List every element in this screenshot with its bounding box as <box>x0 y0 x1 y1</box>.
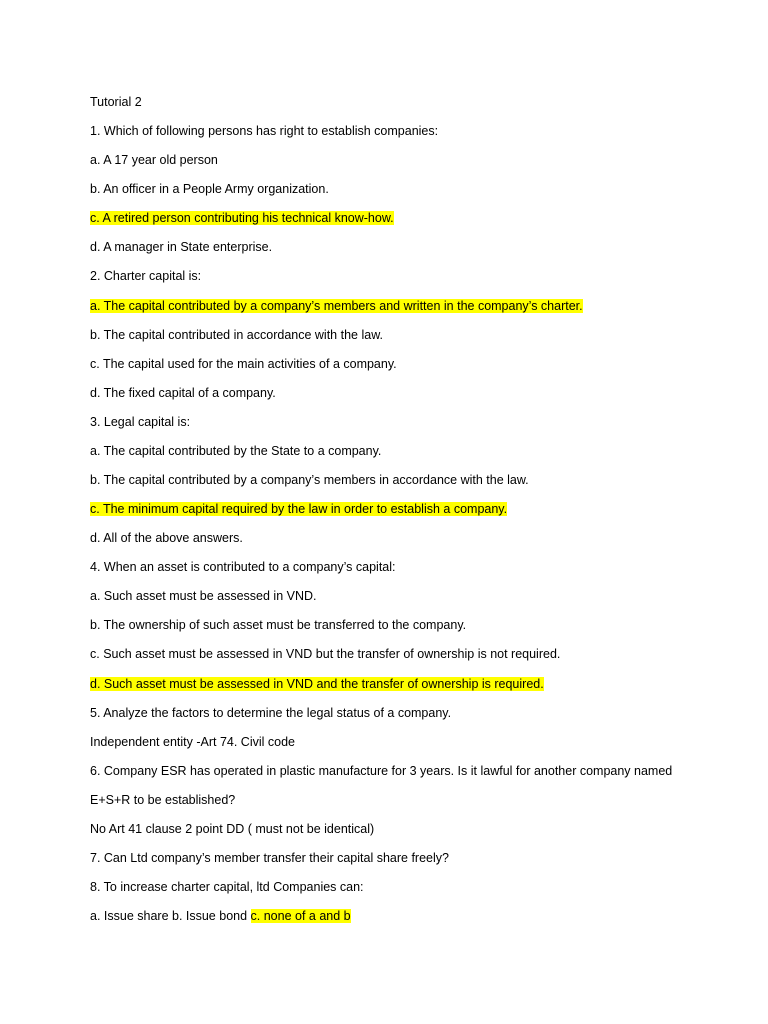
line-text: c. Such asset must be assessed in VND but the transfer of ownership is not required. <box>90 647 561 661</box>
highlighted-answer-line <box>90 210 394 226</box>
line-text: b. The capital contributed by a company’s members in accordance with the law. <box>90 473 529 487</box>
text-line <box>90 268 201 284</box>
line-text: d. All of the above answers. <box>90 531 243 545</box>
line-text: 8. To increase charter capital, ltd Companies can: <box>90 880 364 894</box>
text-line <box>90 850 449 866</box>
text-line <box>90 152 218 168</box>
text-line <box>90 821 374 837</box>
line-text: a. A 17 year old person <box>90 153 218 167</box>
line-text: 2. Charter capital is: <box>90 269 202 283</box>
text-line <box>90 327 383 343</box>
text-line <box>90 646 560 662</box>
text-line <box>90 123 438 139</box>
text-line <box>90 181 329 197</box>
mixed-answer-line <box>90 908 351 924</box>
line-text: Independent entity -Art 74. Civil code <box>90 735 295 749</box>
line-text: No Art 41 clause 2 point DD ( must not be identical) <box>90 822 375 836</box>
line-text: a. Such asset must be assessed in VND. <box>90 589 317 603</box>
line-text: d. A manager in State enterprise. <box>90 240 273 254</box>
text-line <box>90 414 190 430</box>
text-line <box>90 792 235 808</box>
line-text: a. The capital contributed by the State to a company. <box>90 444 382 458</box>
line-text: b. An officer in a People Army organization. <box>90 182 329 196</box>
highlighted-answer-line <box>90 676 544 692</box>
line-text: 3. Legal capital is: <box>90 415 191 429</box>
text-line <box>90 588 317 604</box>
highlighted-answer-line <box>90 501 507 517</box>
line-text: 1. Which of following persons has right to establish companies: <box>90 124 439 138</box>
text-line <box>90 879 364 895</box>
line-text: 7. Can Ltd company’s member transfer their capital share freely? <box>90 851 449 865</box>
line-text: b. The capital contributed in accordance with the law. <box>90 328 383 342</box>
text-line <box>90 356 397 372</box>
line-text: E+S+R to be established? <box>90 793 236 807</box>
highlighted-answer-line <box>90 298 583 314</box>
line-text: 6. Company ESR has operated in plastic manufacture for 3 years. Is it lawful for another company named <box>90 764 673 778</box>
text-line <box>90 763 672 779</box>
text-line <box>90 734 295 750</box>
highlighted-text: c. none of a and b <box>250 909 351 923</box>
text-line <box>90 443 381 459</box>
text-line <box>90 617 466 633</box>
text-line <box>90 472 529 488</box>
text-line <box>90 239 272 255</box>
highlighted-text: c. The minimum capital required by the law in order to establish a company. <box>90 502 508 516</box>
text-line <box>90 530 243 546</box>
highlighted-text: d. Such asset must be assessed in VND and the transfer of ownership is required. <box>90 677 544 691</box>
line-text: 5. Analyze the factors to determine the legal status of a company. <box>90 706 452 720</box>
highlighted-text: c. A retired person contributing his technical know-how. <box>90 211 394 225</box>
text-line <box>90 705 451 721</box>
line-text: b. The ownership of such asset must be transferred to the company. <box>90 618 467 632</box>
line-text: a. Issue share b. Issue bond <box>90 909 251 923</box>
line-text: d. The fixed capital of a company. <box>90 386 276 400</box>
document-title: Tutorial 2 <box>90 95 142 109</box>
line-text: 4. When an asset is contributed to a company’s capital: <box>90 560 396 574</box>
text-line <box>90 385 276 401</box>
highlighted-text: a. The capital contributed by a company’s members and written in the company’s charter. <box>90 299 583 313</box>
line-text: c. The capital used for the main activities of a company. <box>90 357 397 371</box>
text-line <box>90 559 396 575</box>
